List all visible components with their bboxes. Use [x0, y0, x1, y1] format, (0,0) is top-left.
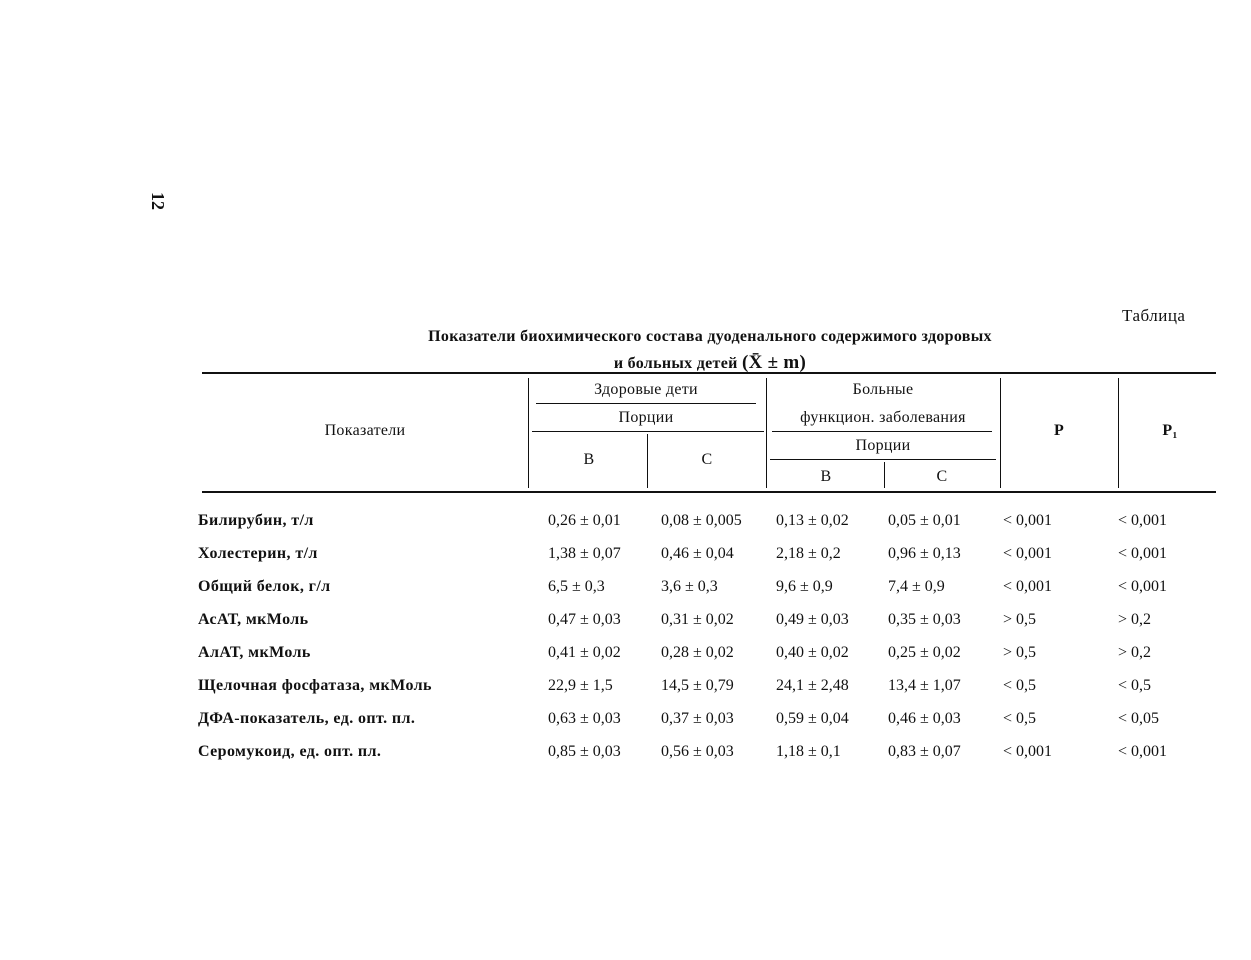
header-sick-subtitle: функцион. заболевания — [800, 409, 966, 426]
header-divider-3 — [1000, 378, 1001, 488]
cell-sick-b: 0,59 ± 0,04 — [776, 710, 849, 727]
table-row — [198, 710, 1198, 743]
cell-p1: > 0,2 — [1118, 611, 1152, 628]
header-divider-sick-bc — [884, 462, 885, 488]
header-indicator: Показатели — [324, 422, 406, 439]
cell-sick-c: 0,96 ± 0,13 — [888, 545, 961, 562]
header-sick-group: Больные — [852, 381, 914, 398]
table-row — [198, 512, 1198, 545]
cell-healthy-b: 0,26 ± 0,01 — [548, 512, 621, 529]
header-sick-c: С — [936, 468, 948, 485]
cell-healthy-c: 14,5 ± 0,79 — [661, 677, 734, 694]
header-p1: P₁ — [1162, 422, 1178, 439]
header-sick-portions: Порции — [855, 437, 911, 454]
cell-healthy-b: 1,38 ± 0,07 — [548, 545, 621, 562]
table-top-rule — [202, 372, 1216, 374]
cell-p: < 0,001 — [1003, 545, 1053, 562]
cell-sick-b: 0,13 ± 0,02 — [776, 512, 849, 529]
page-number: 12 — [148, 192, 168, 210]
header-divider-healthy-bc — [647, 434, 648, 488]
table-row — [198, 743, 1198, 776]
cell-p1: < 0,001 — [1118, 545, 1168, 562]
cell-healthy-c: 0,37 ± 0,03 — [661, 710, 734, 727]
cell-healthy-c: 0,08 ± 0,005 — [661, 512, 742, 529]
cell-p1: < 0,001 — [1118, 512, 1168, 529]
healthy-group-underline — [536, 403, 756, 404]
table-row — [198, 644, 1198, 677]
row-indicator: Билирубин, т/л — [198, 512, 314, 529]
cell-sick-c: 13,4 ± 1,07 — [888, 677, 961, 694]
cell-healthy-c: 0,28 ± 0,02 — [661, 644, 734, 661]
table-title — [340, 324, 1080, 377]
cell-sick-c: 0,05 ± 0,01 — [888, 512, 961, 529]
cell-healthy-b: 0,85 ± 0,03 — [548, 743, 621, 760]
cell-healthy-b: 6,5 ± 0,3 — [548, 578, 605, 595]
cell-sick-b: 2,18 ± 0,2 — [776, 545, 841, 562]
cell-p: < 0,5 — [1003, 710, 1037, 727]
table-label: Таблица — [1122, 306, 1186, 325]
cell-healthy-c: 0,56 ± 0,03 — [661, 743, 734, 760]
cell-healthy-b: 22,9 ± 1,5 — [548, 677, 613, 694]
sick-subtitle-underline — [772, 431, 992, 432]
sick-portions-underline — [770, 459, 996, 460]
cell-p1: < 0,5 — [1118, 677, 1152, 694]
cell-sick-c: 0,35 ± 0,03 — [888, 611, 961, 628]
header-sick-b: В — [820, 468, 832, 485]
cell-sick-c: 0,46 ± 0,03 — [888, 710, 961, 727]
row-indicator: Холестерин, т/л — [198, 545, 318, 562]
cell-p: < 0,001 — [1003, 743, 1053, 760]
cell-p: < 0,001 — [1003, 512, 1053, 529]
header-healthy-c: С — [701, 451, 713, 468]
cell-sick-c: 0,83 ± 0,07 — [888, 743, 961, 760]
header-p: P — [1053, 422, 1065, 439]
cell-p: > 0,5 — [1003, 611, 1037, 628]
header-divider-2 — [766, 378, 767, 488]
cell-p1: < 0,001 — [1118, 578, 1168, 595]
cell-sick-b: 0,40 ± 0,02 — [776, 644, 849, 661]
row-indicator: Щелочная фосфатаза, мкМоль — [198, 677, 432, 694]
header-healthy-group: Здоровые дети — [594, 381, 698, 398]
cell-p: < 0,001 — [1003, 578, 1053, 595]
table-row — [198, 545, 1198, 578]
header-healthy-portions: Порции — [618, 409, 674, 426]
cell-p1: > 0,2 — [1118, 644, 1152, 661]
cell-sick-b: 1,18 ± 0,1 — [776, 743, 841, 760]
table-row — [198, 677, 1198, 710]
cell-sick-b: 9,6 ± 0,9 — [776, 578, 833, 595]
cell-healthy-c: 3,6 ± 0,3 — [661, 578, 718, 595]
table-title-line-1: Показатели биохимического состава дуоденального содержимого здоровых — [428, 328, 992, 345]
header-healthy-b: В — [583, 451, 595, 468]
cell-p1: < 0,05 — [1118, 710, 1160, 727]
row-indicator: ДФА-показатель, ед. опт. пл. — [198, 710, 416, 727]
cell-p: < 0,5 — [1003, 677, 1037, 694]
row-indicator: Серомукоид, ед. опт. пл. — [198, 743, 382, 760]
table-title-line-2-text: и больных детей — [613, 355, 738, 372]
header-divider-4 — [1118, 378, 1119, 488]
cell-sick-c: 7,4 ± 0,9 — [888, 578, 945, 595]
cell-sick-c: 0,25 ± 0,02 — [888, 644, 961, 661]
cell-sick-b: 0,49 ± 0,03 — [776, 611, 849, 628]
row-indicator: Общий белок, г/л — [198, 578, 331, 595]
table-row — [198, 611, 1198, 644]
table-title-formula: (X̄ ± m) — [741, 352, 807, 373]
table-row — [198, 578, 1198, 611]
cell-healthy-c: 0,31 ± 0,02 — [661, 611, 734, 628]
cell-sick-b: 24,1 ± 2,48 — [776, 677, 849, 694]
row-indicator: АлАТ, мкМоль — [198, 644, 311, 661]
cell-healthy-b: 0,47 ± 0,03 — [548, 611, 621, 628]
healthy-portions-underline — [532, 431, 764, 432]
cell-healthy-c: 0,46 ± 0,04 — [661, 545, 734, 562]
header-divider-1 — [528, 378, 529, 488]
cell-p1: < 0,001 — [1118, 743, 1168, 760]
table-header-bottom-rule — [202, 491, 1216, 493]
cell-healthy-b: 0,41 ± 0,02 — [548, 644, 621, 661]
cell-healthy-b: 0,63 ± 0,03 — [548, 710, 621, 727]
row-indicator: АсАТ, мкМоль — [198, 611, 309, 628]
cell-p: > 0,5 — [1003, 644, 1037, 661]
